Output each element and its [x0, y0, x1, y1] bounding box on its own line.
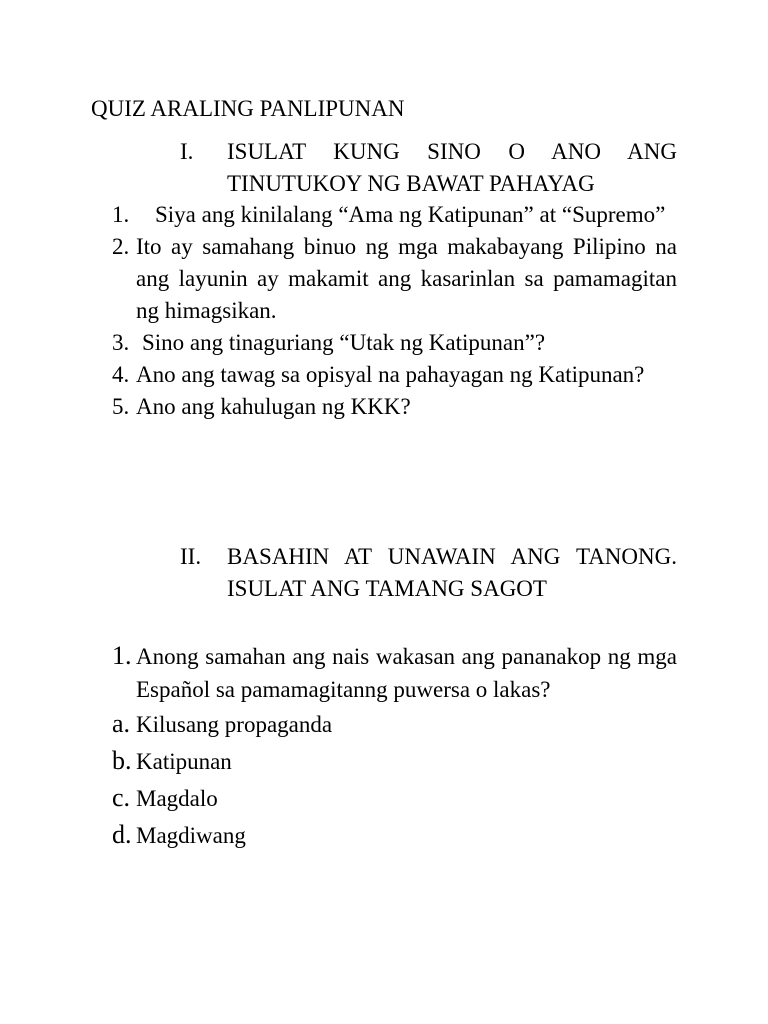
option-text: Katipunan [136, 749, 232, 774]
option-letter: c. [112, 783, 131, 812]
section-1-number: I. [180, 139, 194, 164]
option-letter: a. [112, 709, 131, 738]
option-text: Magdiwang [136, 823, 246, 848]
answer-option-a [112, 708, 677, 745]
section-2-heading [180, 541, 677, 605]
section-1-heading [180, 136, 677, 200]
answer-option-c [112, 782, 677, 819]
list-item [112, 231, 677, 327]
section-1-list [112, 199, 677, 423]
option-text: Magdalo [136, 786, 218, 811]
list-item [112, 359, 677, 391]
quiz-title: QUIZ ARALING PANLIPUNAN [91, 96, 405, 121]
question-text: Anong samahan ang nais wakasan ang pananakop ng mga Español sa pamamagitanng puwersa o lakas? [136, 644, 677, 702]
item-text: Ano ang tawag sa opisyal na pahayagan ng Katipunan? [136, 362, 645, 387]
section-1-instruction: ISULAT KUNG SINO O ANO ANG TINUTUKOY NG BAWAT PAHAYAG [227, 139, 677, 196]
item-text: Siya ang kinilalang “Ama ng Katipunan” at “Supremo” [155, 202, 666, 227]
section-2-question [112, 640, 677, 856]
answer-option-d [112, 819, 677, 856]
question-number: 1. [112, 641, 132, 670]
item-text: Ano ang kahulugan ng KKK? [136, 394, 411, 419]
section-2-number: II. [180, 544, 202, 569]
section-2-instruction: BASAHIN AT UNAWAIN ANG TANONG. ISULAT ANG TAMANG SAGOT [227, 544, 677, 601]
item-number: 5. [112, 394, 130, 419]
item-text: Sino ang tinaguriang “Utak ng Katipunan”? [142, 330, 546, 355]
list-item [112, 391, 677, 423]
option-letter: d. [112, 820, 132, 849]
item-number: 3. [112, 330, 130, 355]
option-letter: b. [112, 746, 132, 775]
question-item [112, 640, 677, 706]
answer-option-b [112, 745, 677, 782]
option-text: Kilusang propaganda [136, 712, 333, 737]
item-number: 4. [112, 362, 130, 387]
list-item [112, 199, 677, 231]
item-number: 1. [112, 202, 130, 227]
list-item [112, 327, 677, 359]
item-text: Ito ay samahang binuo ng mga makabayang Pilipino na ang layunin ay makamit ang kasarinlan sa pamamagitan ng himagsikan. [136, 234, 677, 323]
item-number: 2. [112, 234, 130, 259]
answer-options [112, 708, 677, 856]
